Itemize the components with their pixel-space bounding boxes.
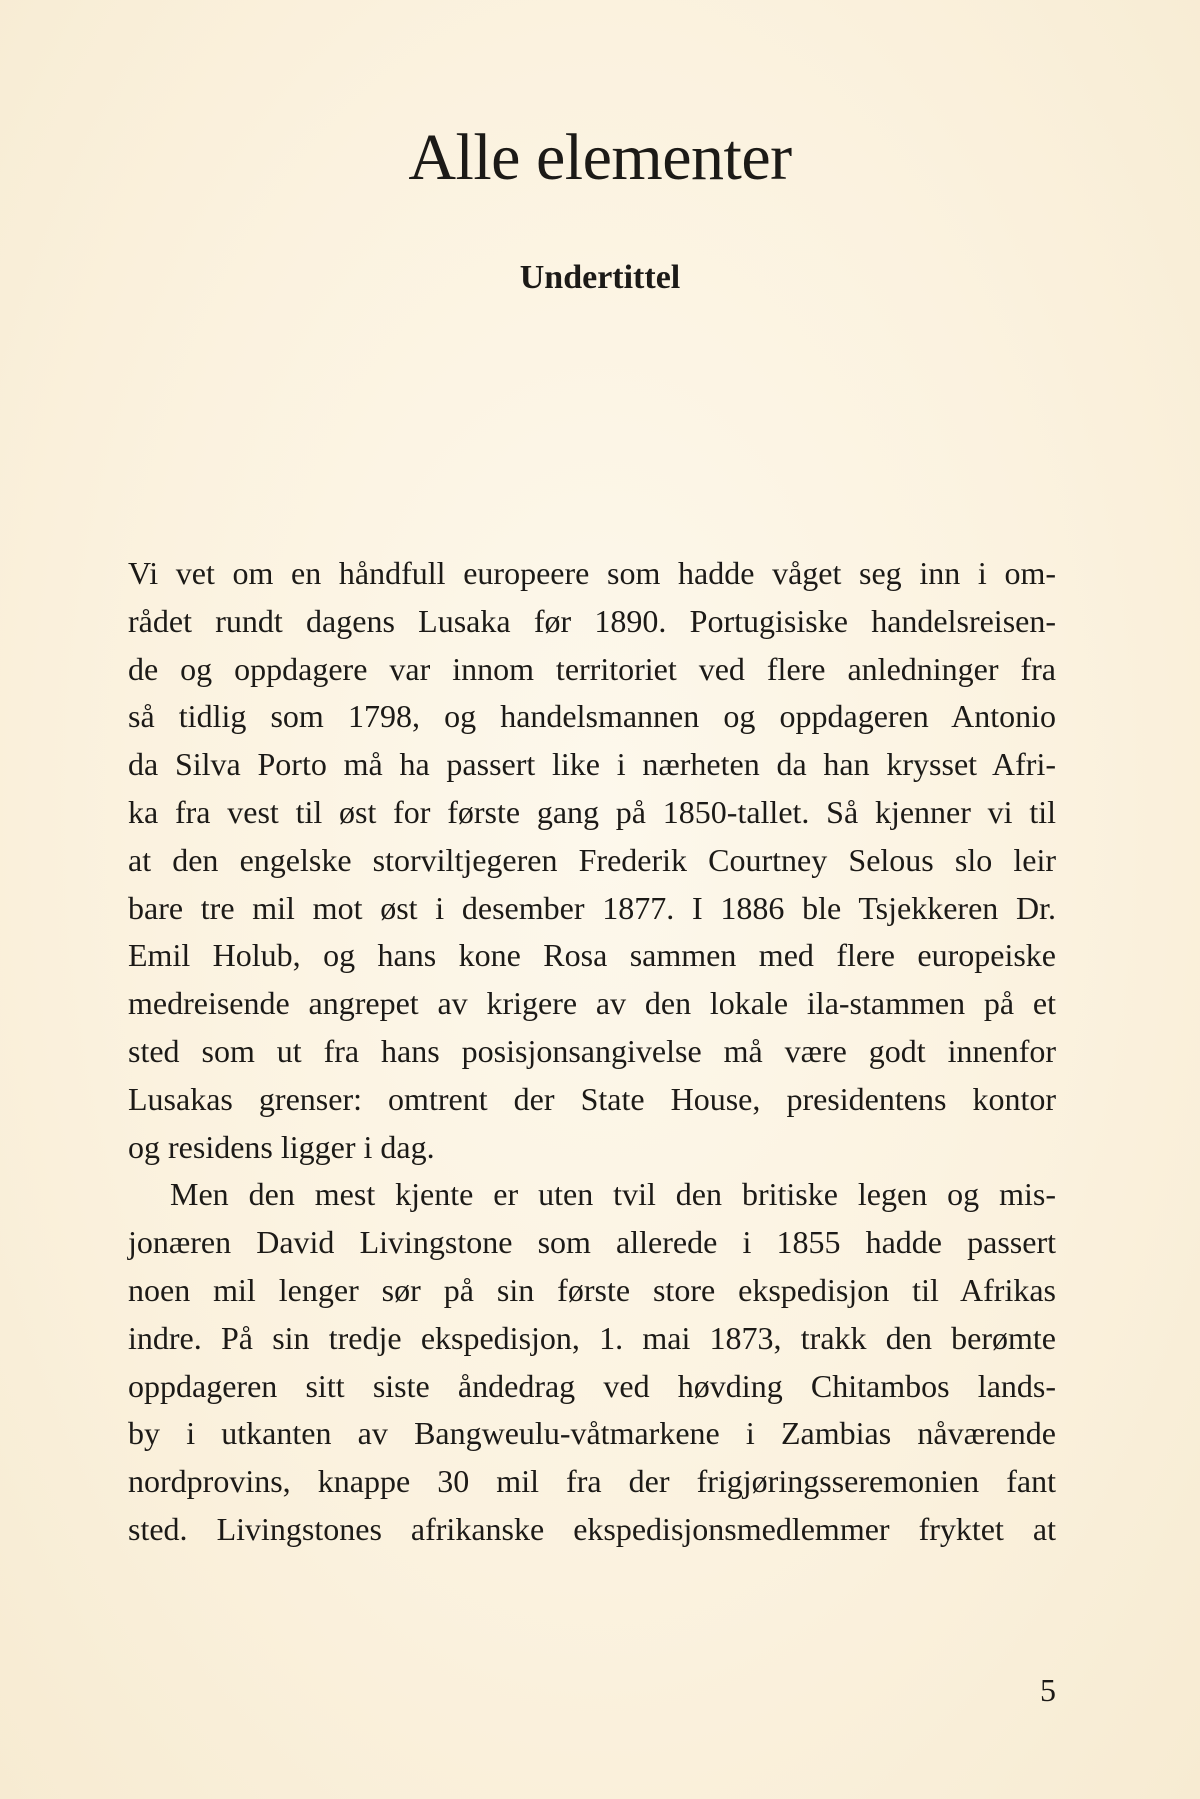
paragraph-2 — [128, 1171, 1056, 1553]
text-line: indre. På sin tredje ekspedisjon, 1. mai 1873, trakk den berømte — [128, 1319, 1056, 1356]
body-text — [128, 550, 1056, 1554]
text-line: sted som ut fra hans posisjonsangivelse må være godt innenfor — [128, 1032, 1056, 1069]
text-line: noen mil lenger sør på sin første store ekspedisjon til Afrikas — [128, 1271, 1056, 1308]
text-line: bare tre mil mot øst i desember 1877. I 1886 ble Tsjekkeren Dr. — [128, 889, 1056, 926]
text-line: de og oppdagere var innom territoriet ved flere anledninger fra — [128, 650, 1056, 687]
text-line: Men den mest kjente er uten tvil den britiske legen og mis- — [170, 1176, 1056, 1213]
text-line: da Silva Porto må ha passert like i nærheten da han krysset Afri- — [128, 746, 1056, 783]
text-line: ka fra vest til øst for første gang på 1850-tallet. Så kjenner vi til — [128, 793, 1056, 830]
paragraph-1 — [128, 550, 1056, 1171]
page-title: Alle elementer — [408, 121, 792, 194]
text-line: så tidlig som 1798, og handelsmannen og oppdageren Antonio — [128, 698, 1056, 735]
page-number: 5 — [1040, 1672, 1056, 1708]
text-line: sted. Livingstones afrikanske ekspedisjonsmedlemmer fryktet at — [128, 1510, 1056, 1547]
text-line: nordprovins, knappe 30 mil fra der frigjøringsseremonien fant — [128, 1463, 1056, 1500]
text-line: jonæren David Livingstone som allerede i 1855 hadde passert — [128, 1224, 1056, 1261]
text-line: at den engelske storviltjegeren Frederik Courtney Selous slo leir — [128, 841, 1056, 878]
text-line: Lusakas grenser: omtrent der State House, presidentens kontor — [128, 1080, 1056, 1117]
page-subtitle: Undertittel — [519, 259, 681, 296]
text-line: medreisende angrepet av krigere av den lokale ila-stammen på et — [128, 985, 1056, 1022]
text-line: Emil Holub, og hans kone Rosa sammen med flere europeiske — [128, 937, 1056, 974]
text-line: og residens ligger i dag. — [128, 1128, 435, 1165]
text-line: by i utkanten av Bangweulu-våtmarkene i Zambias nåværende — [128, 1415, 1056, 1452]
text-line: Vi vet om en håndfull europeere som hadde våget seg inn i om- — [128, 555, 1056, 591]
text-line: oppdageren sitt siste åndedrag ved høvding Chitambos lands- — [128, 1367, 1056, 1404]
text-line: rådet rundt dagens Lusaka før 1890. Portugisiske handelsreisen- — [128, 602, 1056, 639]
